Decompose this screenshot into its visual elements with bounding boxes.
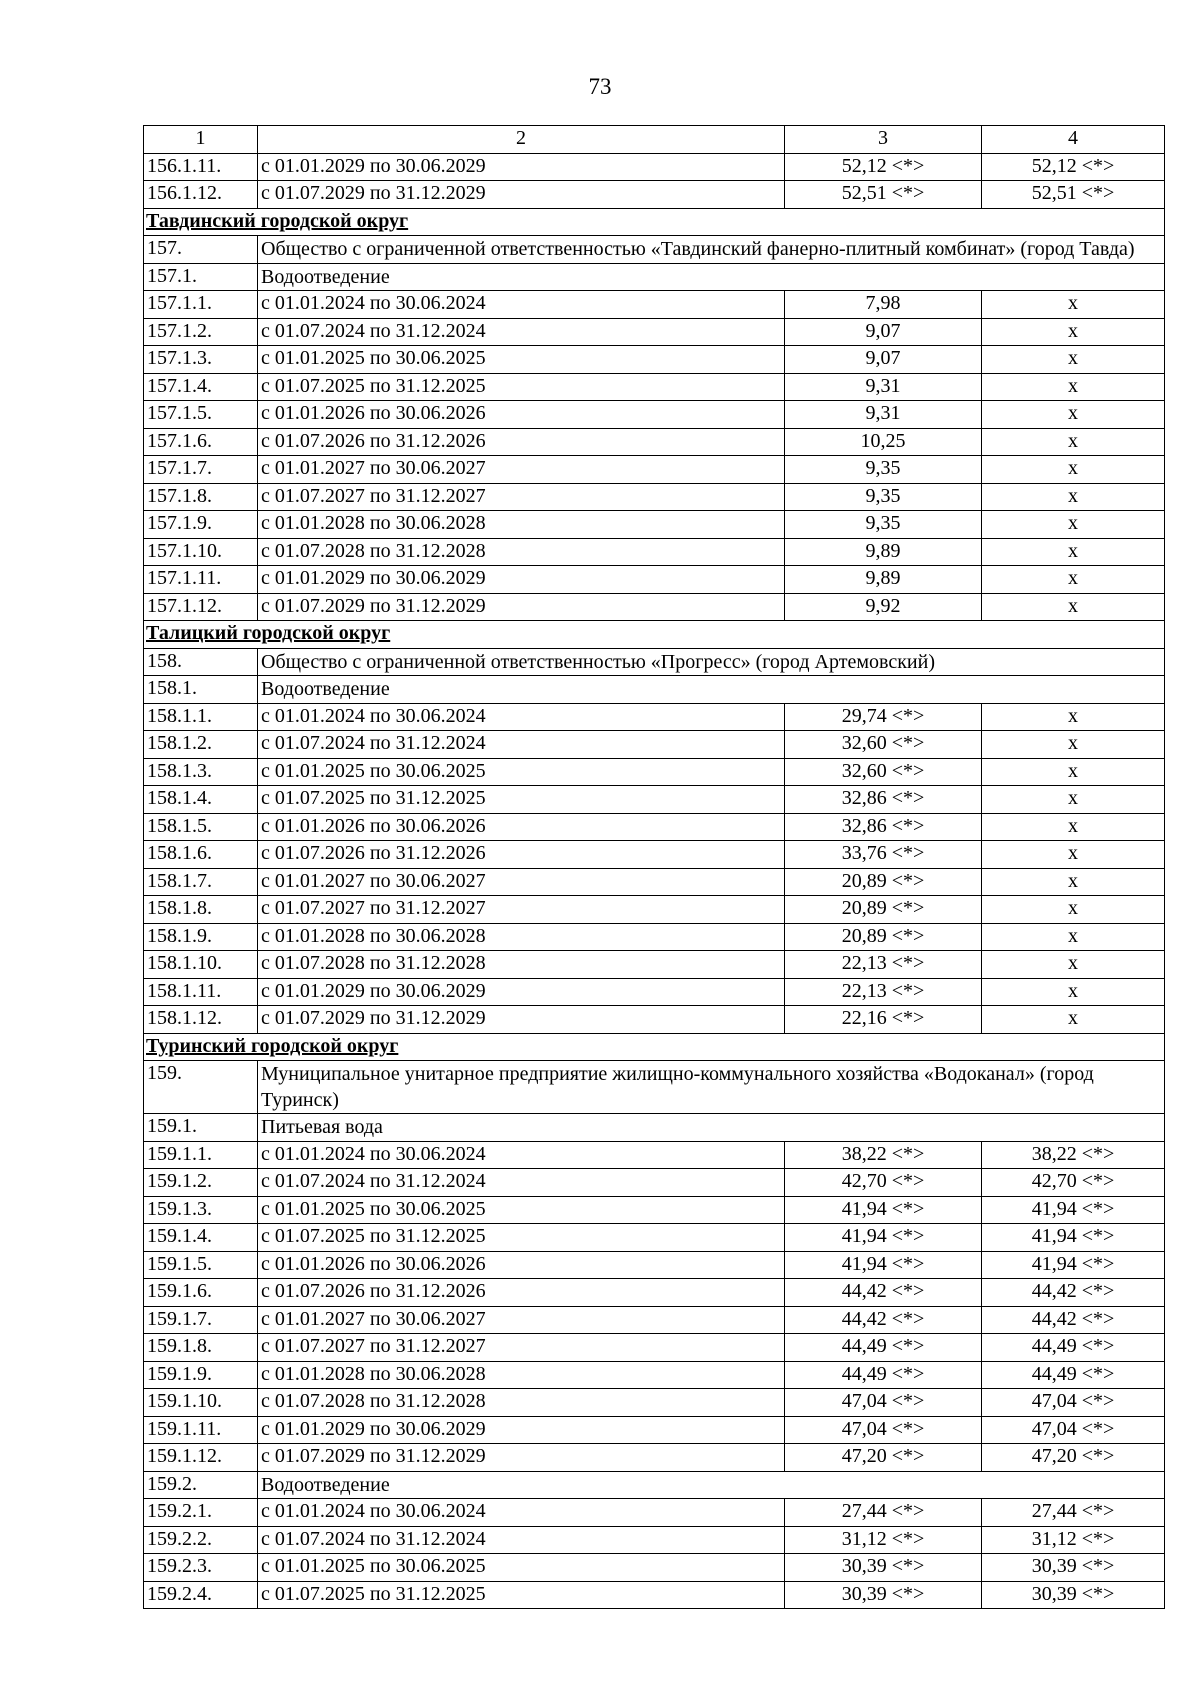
item-number-cell: 156.1.11.: [144, 153, 258, 181]
tariff-vat-cell: 41,94 <*>: [982, 1251, 1165, 1279]
item-number-cell: 157.1.7.: [144, 456, 258, 484]
header-cell: 4: [982, 126, 1165, 154]
group-title-cell: Водоотведение: [258, 1471, 1165, 1499]
group-title-cell: Муниципальное унитарное предприятие жилищно-коммунального хозяйства «Водоканал» (город Туринск): [258, 1061, 1165, 1114]
item-number-cell: 159.1.4.: [144, 1224, 258, 1252]
table-row: [144, 1444, 1165, 1472]
tariff-value-cell: 22,16 <*>: [785, 1006, 982, 1034]
table-row: [144, 483, 1165, 511]
tariff-vat-cell: х: [982, 346, 1165, 374]
tariff-vat-cell: х: [982, 896, 1165, 924]
period-cell: с 01.07.2026 по 31.12.2026: [258, 841, 785, 869]
tariff-value-cell: 7,98: [785, 291, 982, 319]
tariff-vat-cell: 44,49 <*>: [982, 1361, 1165, 1389]
group-row: [144, 263, 1165, 291]
period-cell: с 01.07.2026 по 31.12.2026: [258, 428, 785, 456]
section-row: [144, 621, 1165, 649]
tariff-vat-cell: х: [982, 318, 1165, 346]
tariff-vat-cell: 44,49 <*>: [982, 1334, 1165, 1362]
section-row: [144, 208, 1165, 236]
tariff-value-cell: 9,35: [785, 456, 982, 484]
item-number-cell: 158.1.6.: [144, 841, 258, 869]
tariff-value-cell: 9,07: [785, 346, 982, 374]
tariff-value-cell: 9,07: [785, 318, 982, 346]
tariff-vat-cell: х: [982, 758, 1165, 786]
item-number-cell: 158.1.2.: [144, 731, 258, 759]
group-row: [144, 236, 1165, 264]
period-cell: с 01.01.2024 по 30.06.2024: [258, 1499, 785, 1527]
tariff-vat-cell: х: [982, 593, 1165, 621]
table-row: [144, 1224, 1165, 1252]
group-row: [144, 1061, 1165, 1114]
tariff-value-cell: 22,13 <*>: [785, 951, 982, 979]
tariff-vat-cell: 41,94 <*>: [982, 1224, 1165, 1252]
group-title-cell: Питьевая вода: [258, 1114, 1165, 1142]
table-row: [144, 346, 1165, 374]
period-cell: с 01.07.2026 по 31.12.2026: [258, 1279, 785, 1307]
tariff-value-cell: 32,60 <*>: [785, 731, 982, 759]
table-row: [144, 758, 1165, 786]
tariff-vat-cell: 47,20 <*>: [982, 1444, 1165, 1472]
tariff-vat-cell: х: [982, 428, 1165, 456]
tariff-value-cell: 41,94 <*>: [785, 1251, 982, 1279]
item-number-cell: 157.1.1.: [144, 291, 258, 319]
tariff-value-cell: 9,31: [785, 401, 982, 429]
period-cell: с 01.01.2029 по 30.06.2029: [258, 1416, 785, 1444]
table-row: [144, 703, 1165, 731]
tariff-vat-cell: 41,94 <*>: [982, 1196, 1165, 1224]
tariff-value-cell: 20,89 <*>: [785, 896, 982, 924]
item-number-cell: 159.1.1.: [144, 1141, 258, 1169]
tariff-value-cell: 33,76 <*>: [785, 841, 982, 869]
group-row: [144, 648, 1165, 676]
tariff-vat-cell: х: [982, 868, 1165, 896]
item-number-cell: 157.1.9.: [144, 511, 258, 539]
item-number-cell: 157.1.8.: [144, 483, 258, 511]
item-number-cell: 159.2.1.: [144, 1499, 258, 1527]
table-row: [144, 1581, 1165, 1609]
tariff-value-cell: 38,22 <*>: [785, 1141, 982, 1169]
period-cell: с 01.07.2027 по 31.12.2027: [258, 483, 785, 511]
table-row: [144, 841, 1165, 869]
period-cell: с 01.01.2024 по 30.06.2024: [258, 1141, 785, 1169]
item-number-cell: 159.2.4.: [144, 1581, 258, 1609]
table-row: [144, 181, 1165, 209]
tariff-vat-cell: х: [982, 538, 1165, 566]
tariff-vat-cell: 47,04 <*>: [982, 1416, 1165, 1444]
header-cell: 1: [144, 126, 258, 154]
tariff-vat-cell: 30,39 <*>: [982, 1554, 1165, 1582]
tariff-vat-cell: х: [982, 401, 1165, 429]
period-cell: с 01.01.2024 по 30.06.2024: [258, 703, 785, 731]
period-cell: с 01.07.2027 по 31.12.2027: [258, 896, 785, 924]
tariff-value-cell: 44,49 <*>: [785, 1334, 982, 1362]
item-number-cell: 158.1.3.: [144, 758, 258, 786]
group-title-cell: Общество с ограниченной ответственностью «Прогресс» (город Артемовский): [258, 648, 1165, 676]
item-number-cell: 159.1.9.: [144, 1361, 258, 1389]
item-number-cell: 159.1.7.: [144, 1306, 258, 1334]
table-row: [144, 1416, 1165, 1444]
tariff-vat-cell: 31,12 <*>: [982, 1526, 1165, 1554]
tariff-value-cell: 31,12 <*>: [785, 1526, 982, 1554]
item-number-cell: 157.: [144, 236, 258, 264]
tariff-value-cell: 9,89: [785, 538, 982, 566]
table-row: [144, 511, 1165, 539]
table-row: [144, 923, 1165, 951]
table-row: [144, 1279, 1165, 1307]
item-number-cell: 159.1.5.: [144, 1251, 258, 1279]
period-cell: с 01.07.2029 по 31.12.2029: [258, 181, 785, 209]
tariff-vat-cell: х: [982, 813, 1165, 841]
item-number-cell: 157.1.4.: [144, 373, 258, 401]
item-number-cell: 158.1.9.: [144, 923, 258, 951]
tariff-vat-cell: х: [982, 511, 1165, 539]
period-cell: с 01.07.2028 по 31.12.2028: [258, 1389, 785, 1417]
table-row: [144, 1141, 1165, 1169]
tariff-value-cell: 10,25: [785, 428, 982, 456]
tariff-value-cell: 32,86 <*>: [785, 786, 982, 814]
tariff-value-cell: 20,89 <*>: [785, 923, 982, 951]
tariff-vat-cell: х: [982, 1006, 1165, 1034]
item-number-cell: 159.1.2.: [144, 1169, 258, 1197]
period-cell: с 01.01.2026 по 30.06.2026: [258, 813, 785, 841]
table-row: [144, 373, 1165, 401]
group-row: [144, 676, 1165, 704]
tariff-value-cell: 9,89: [785, 566, 982, 594]
period-cell: с 01.01.2029 по 30.06.2029: [258, 978, 785, 1006]
municipality-heading: Тавдинский городской округ: [144, 208, 1165, 236]
tariff-value-cell: 41,94 <*>: [785, 1224, 982, 1252]
period-cell: с 01.01.2025 по 30.06.2025: [258, 1554, 785, 1582]
tariff-vat-cell: 27,44 <*>: [982, 1499, 1165, 1527]
tariff-value-cell: 9,92: [785, 593, 982, 621]
tariff-vat-cell: 44,42 <*>: [982, 1279, 1165, 1307]
table-row: [144, 896, 1165, 924]
tariff-value-cell: 30,39 <*>: [785, 1581, 982, 1609]
item-number-cell: 158.1.8.: [144, 896, 258, 924]
tariff-value-cell: 32,60 <*>: [785, 758, 982, 786]
item-number-cell: 159.1.12.: [144, 1444, 258, 1472]
period-cell: с 01.07.2025 по 31.12.2025: [258, 1581, 785, 1609]
table-row: [144, 978, 1165, 1006]
tariff-value-cell: 22,13 <*>: [785, 978, 982, 1006]
item-number-cell: 159.: [144, 1061, 258, 1114]
table-row: [144, 1306, 1165, 1334]
period-cell: с 01.07.2028 по 31.12.2028: [258, 538, 785, 566]
tariff-value-cell: 52,51 <*>: [785, 181, 982, 209]
tariff-value-cell: 47,20 <*>: [785, 1444, 982, 1472]
tariff-value-cell: 9,31: [785, 373, 982, 401]
period-cell: с 01.01.2025 по 30.06.2025: [258, 346, 785, 374]
period-cell: с 01.01.2029 по 30.06.2029: [258, 153, 785, 181]
period-cell: с 01.01.2025 по 30.06.2025: [258, 1196, 785, 1224]
table-row: [144, 1334, 1165, 1362]
tariff-value-cell: 9,35: [785, 511, 982, 539]
tariff-vat-cell: х: [982, 373, 1165, 401]
table-row: [144, 1554, 1165, 1582]
table-row: [144, 1526, 1165, 1554]
tariff-value-cell: 44,49 <*>: [785, 1361, 982, 1389]
period-cell: с 01.07.2025 по 31.12.2025: [258, 1224, 785, 1252]
tariff-vat-cell: 52,51 <*>: [982, 181, 1165, 209]
header-cell: 3: [785, 126, 982, 154]
table-row: [144, 1499, 1165, 1527]
item-number-cell: 158.1.5.: [144, 813, 258, 841]
item-number-cell: 157.1.5.: [144, 401, 258, 429]
item-number-cell: 158.: [144, 648, 258, 676]
tariff-vat-cell: 52,12 <*>: [982, 153, 1165, 181]
municipality-heading: Талицкий городской округ: [144, 621, 1165, 649]
item-number-cell: 159.1.10.: [144, 1389, 258, 1417]
tariff-vat-cell: х: [982, 731, 1165, 759]
tariff-value-cell: 20,89 <*>: [785, 868, 982, 896]
item-number-cell: 157.1.6.: [144, 428, 258, 456]
item-number-cell: 158.1.12.: [144, 1006, 258, 1034]
municipality-heading: Туринский городской округ: [144, 1033, 1165, 1061]
period-cell: с 01.01.2026 по 30.06.2026: [258, 401, 785, 429]
group-row: [144, 1471, 1165, 1499]
tariff-value-cell: 29,74 <*>: [785, 703, 982, 731]
tariff-value-cell: 47,04 <*>: [785, 1416, 982, 1444]
table-row: [144, 1006, 1165, 1034]
item-number-cell: 159.2.: [144, 1471, 258, 1499]
header-cell: 2: [258, 126, 785, 154]
tariff-vat-cell: 38,22 <*>: [982, 1141, 1165, 1169]
period-cell: с 01.07.2029 по 31.12.2029: [258, 1006, 785, 1034]
item-number-cell: 159.1.11.: [144, 1416, 258, 1444]
period-cell: с 01.01.2025 по 30.06.2025: [258, 758, 785, 786]
period-cell: с 01.07.2029 по 31.12.2029: [258, 593, 785, 621]
item-number-cell: 158.1.10.: [144, 951, 258, 979]
item-number-cell: 158.1.: [144, 676, 258, 704]
table-row: [144, 153, 1165, 181]
period-cell: с 01.07.2024 по 31.12.2024: [258, 1169, 785, 1197]
table-row: [144, 538, 1165, 566]
item-number-cell: 157.1.10.: [144, 538, 258, 566]
table-row: [144, 813, 1165, 841]
tariff-vat-cell: х: [982, 841, 1165, 869]
tariff-value-cell: 47,04 <*>: [785, 1389, 982, 1417]
tariff-vat-cell: х: [982, 786, 1165, 814]
item-number-cell: 156.1.12.: [144, 181, 258, 209]
item-number-cell: 158.1.4.: [144, 786, 258, 814]
table-row: [144, 566, 1165, 594]
period-cell: с 01.07.2029 по 31.12.2029: [258, 1444, 785, 1472]
group-title-cell: Водоотведение: [258, 263, 1165, 291]
table-row: [144, 951, 1165, 979]
item-number-cell: 158.1.11.: [144, 978, 258, 1006]
tariff-vat-cell: х: [982, 566, 1165, 594]
item-number-cell: 157.1.2.: [144, 318, 258, 346]
period-cell: с 01.07.2024 по 31.12.2024: [258, 318, 785, 346]
period-cell: с 01.01.2027 по 30.06.2027: [258, 1306, 785, 1334]
table-row: [144, 786, 1165, 814]
table-row: [144, 1251, 1165, 1279]
table-row: [144, 428, 1165, 456]
period-cell: с 01.01.2027 по 30.06.2027: [258, 868, 785, 896]
tariff-value-cell: 9,35: [785, 483, 982, 511]
tariff-vat-cell: х: [982, 923, 1165, 951]
item-number-cell: 159.1.8.: [144, 1334, 258, 1362]
item-number-cell: 158.1.7.: [144, 868, 258, 896]
group-title-cell: Общество с ограниченной ответственностью «Тавдинский фанерно-плитный комбинат» (город Тавда): [258, 236, 1165, 264]
table-row: [144, 593, 1165, 621]
period-cell: с 01.07.2025 по 31.12.2025: [258, 373, 785, 401]
item-number-cell: 159.1.3.: [144, 1196, 258, 1224]
tariff-value-cell: 41,94 <*>: [785, 1196, 982, 1224]
tariff-vat-cell: х: [982, 951, 1165, 979]
item-number-cell: 159.1.: [144, 1114, 258, 1142]
table-row: [144, 401, 1165, 429]
item-number-cell: 157.1.3.: [144, 346, 258, 374]
tariff-vat-cell: 30,39 <*>: [982, 1581, 1165, 1609]
table-row: [144, 456, 1165, 484]
period-cell: с 01.01.2024 по 30.06.2024: [258, 291, 785, 319]
period-cell: с 01.07.2027 по 31.12.2027: [258, 1334, 785, 1362]
tariff-value-cell: 52,12 <*>: [785, 153, 982, 181]
section-row: [144, 1033, 1165, 1061]
tariff-value-cell: 44,42 <*>: [785, 1279, 982, 1307]
period-cell: с 01.01.2029 по 30.06.2029: [258, 566, 785, 594]
table-row: [144, 1389, 1165, 1417]
tariff-value-cell: 27,44 <*>: [785, 1499, 982, 1527]
tariff-value-cell: 32,86 <*>: [785, 813, 982, 841]
tariff-vat-cell: 47,04 <*>: [982, 1389, 1165, 1417]
period-cell: с 01.01.2026 по 30.06.2026: [258, 1251, 785, 1279]
page-number: 73: [588, 74, 612, 99]
period-cell: с 01.01.2028 по 30.06.2028: [258, 923, 785, 951]
item-number-cell: 159.1.6.: [144, 1279, 258, 1307]
tariff-value-cell: 44,42 <*>: [785, 1306, 982, 1334]
group-title-cell: Водоотведение: [258, 676, 1165, 704]
period-cell: с 01.01.2028 по 30.06.2028: [258, 511, 785, 539]
tariff-vat-cell: х: [982, 291, 1165, 319]
period-cell: с 01.07.2025 по 31.12.2025: [258, 786, 785, 814]
tariff-vat-cell: 42,70 <*>: [982, 1169, 1165, 1197]
period-cell: с 01.07.2024 по 31.12.2024: [258, 1526, 785, 1554]
tariff-value-cell: 30,39 <*>: [785, 1554, 982, 1582]
tariff-vat-cell: х: [982, 703, 1165, 731]
table-row: [144, 1169, 1165, 1197]
table-row: [144, 318, 1165, 346]
tariff-vat-cell: 44,42 <*>: [982, 1306, 1165, 1334]
period-cell: с 01.01.2027 по 30.06.2027: [258, 456, 785, 484]
tariff-vat-cell: х: [982, 456, 1165, 484]
period-cell: с 01.01.2028 по 30.06.2028: [258, 1361, 785, 1389]
tariff-value-cell: 42,70 <*>: [785, 1169, 982, 1197]
tariff-vat-cell: х: [982, 483, 1165, 511]
table-header-row: [144, 126, 1165, 154]
period-cell: с 01.07.2028 по 31.12.2028: [258, 951, 785, 979]
item-number-cell: 159.2.2.: [144, 1526, 258, 1554]
item-number-cell: 157.1.: [144, 263, 258, 291]
period-cell: с 01.07.2024 по 31.12.2024: [258, 731, 785, 759]
group-row: [144, 1114, 1165, 1142]
tariff-table: [143, 125, 1165, 1609]
item-number-cell: 158.1.1.: [144, 703, 258, 731]
item-number-cell: 157.1.12.: [144, 593, 258, 621]
table-row: [144, 291, 1165, 319]
tariff-vat-cell: х: [982, 978, 1165, 1006]
table-row: [144, 1196, 1165, 1224]
table-row: [144, 731, 1165, 759]
item-number-cell: 157.1.11.: [144, 566, 258, 594]
item-number-cell: 159.2.3.: [144, 1554, 258, 1582]
table-row: [144, 1361, 1165, 1389]
table-row: [144, 868, 1165, 896]
